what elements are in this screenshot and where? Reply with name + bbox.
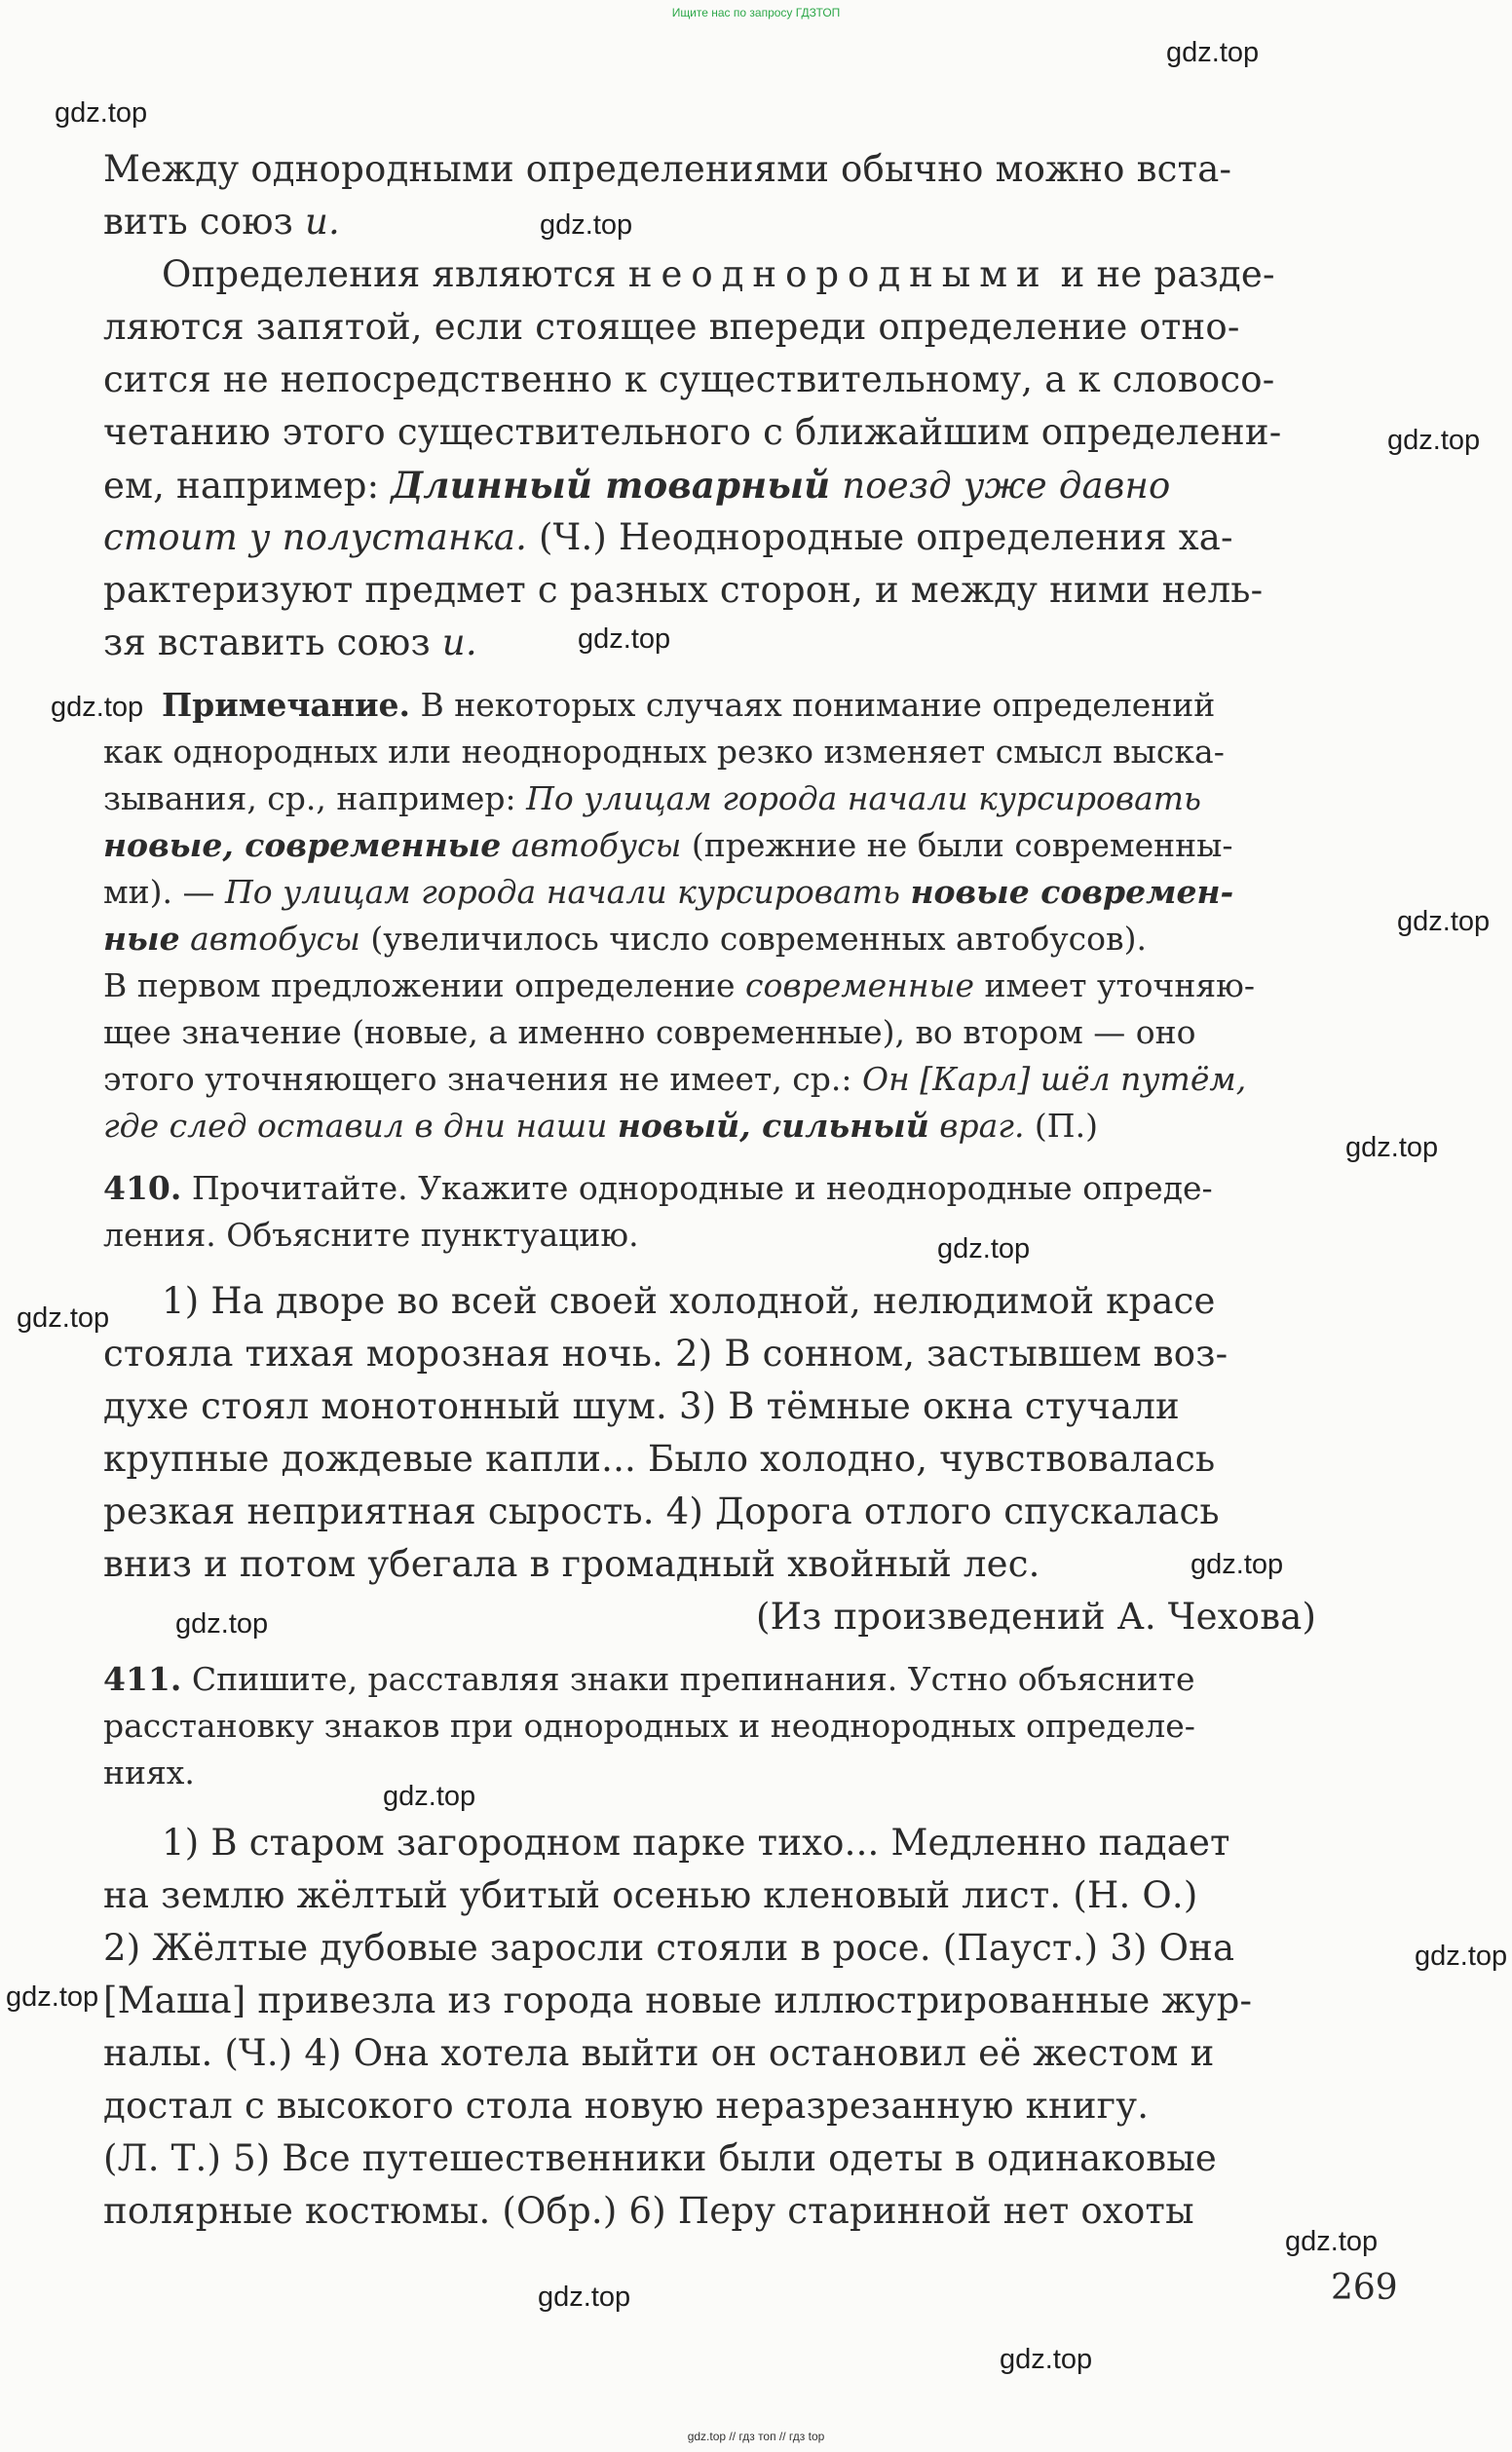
exercise-411-task: ниях.	[103, 1754, 195, 1792]
exercise-410-task: 410. Прочитайте. Укажите однородные и неоднородные опреде-	[103, 1169, 1213, 1207]
exercise-410-text: резкая неприятная сырость. 4) Дорога отлого спускалась	[103, 1490, 1220, 1532]
watermark: gdz.top	[55, 97, 148, 129]
note-line: ми). — По улицам города начали курсировать новые современ-	[103, 873, 1234, 911]
watermark: gdz.top	[51, 692, 144, 723]
text-line: ем, например: Длинный товарный поезд уже давно	[103, 464, 1171, 507]
exercise-number: 410.	[103, 1169, 182, 1207]
watermark: gdz.top	[383, 1781, 476, 1812]
watermark: gdz.top	[578, 623, 671, 655]
exercise-410-text: 1) На дворе во всей своей холодной, нелюдимой красе	[162, 1280, 1216, 1322]
watermark: gdz.top	[1285, 2226, 1379, 2257]
exercise-410-text: духе стоял монотонный шум. 3) В тёмные окна стучали	[103, 1385, 1180, 1427]
exercise-411-text: на землю жёлтый убитый осенью кленовый лист. (Н. О.)	[103, 1874, 1198, 1916]
watermark: gdz.top	[540, 209, 633, 241]
exercise-411-task: 411. Спишите, расставляя знаки препинания. Устно объясните	[103, 1660, 1195, 1698]
text-line: вить союз и.	[103, 201, 341, 243]
note-line: ные автобусы (увеличилось число современных автобусов).	[103, 920, 1147, 958]
exercise-410-text: вниз и потом убегала в громадный хвойный лес.	[103, 1543, 1040, 1585]
watermark: gdz.top	[1000, 2344, 1093, 2375]
text-line: Определения являются неоднородными и не разде-	[162, 253, 1275, 295]
watermark: gdz.top	[1415, 1941, 1508, 1972]
exercise-411-text: достал с высокого стола новую неразрезанную книгу.	[103, 2085, 1150, 2127]
note-line: где след оставил в дни наши новый, сильный враг. (П.)	[103, 1107, 1098, 1145]
note-line: зывания, ср., например: По улицам города начали курсировать	[103, 779, 1202, 817]
note-line: щее значение (новые, а именно современные), во втором — оно	[103, 1013, 1196, 1051]
watermark: gdz.top	[1345, 1132, 1439, 1163]
exercise-411-text: [Маша] привезла из города новые иллюстрированные жур-	[103, 1980, 1253, 2021]
exercise-411-text: налы. (Ч.) 4) Она хотела выйти он остановил её жестом и	[103, 2032, 1215, 2074]
watermark: gdz.top	[6, 1981, 99, 2013]
watermark: gdz.top	[17, 1302, 110, 1334]
watermark: gdz.top	[175, 1608, 269, 1640]
text-line: сится не непосредственно к существительному, а к словосо-	[103, 358, 1275, 400]
watermark: gdz.top	[1191, 1549, 1284, 1580]
exercise-410-text: стояла тихая морозная ночь. 2) В сонном, застывшем воз-	[103, 1333, 1228, 1375]
note-line: этого уточняющего значения не имеет, ср.: Он [Карл] шёл путём,	[103, 1060, 1247, 1098]
watermark: gdz.top	[1166, 37, 1260, 68]
note-line: как однородных или неоднородных резко изменяет смысл выска-	[103, 733, 1225, 771]
text-line: стоит у полустанка. (Ч.) Неоднородные определения ха-	[103, 516, 1233, 558]
watermark: gdz.top	[937, 1233, 1031, 1264]
exercise-411-text: 1) В старом загородном парке тихо... Медленно падает	[162, 1822, 1230, 1864]
text-line: четанию этого существительного с ближайшим определени-	[103, 411, 1282, 453]
exercise-411-text: 2) Жёлтые дубовые заросли стояли в росе. (Пауст.) 3) Она	[103, 1927, 1235, 1969]
exercise-410-source: (Из произведений А. Чехова)	[756, 1596, 1317, 1638]
watermark: gdz.top	[538, 2282, 631, 2313]
watermark: gdz.top	[1387, 425, 1481, 456]
text-line: рактеризуют предмет с разных сторон, и между ними нель-	[103, 569, 1264, 611]
exercise-410-task: ления. Объясните пунктуацию.	[103, 1216, 639, 1254]
exercise-411-task: расстановку знаков при однородных и неоднородных определе-	[103, 1707, 1195, 1745]
text-line: Между однородными определениями обычно можно вста-	[103, 148, 1232, 190]
text-line: зя вставить союз и.	[103, 622, 477, 663]
watermark: gdz.top	[1397, 906, 1491, 937]
note-line: В первом предложении определение современные имеет уточняю-	[103, 966, 1256, 1004]
note-line: новые, современные автобусы (прежние не были современны-	[103, 826, 1233, 864]
top-banner[interactable]: Ищите нас по запросу ГДЗТОП	[671, 6, 841, 19]
exercise-411-text: полярные костюмы. (Обр.) 6) Перу старинной нет охоты	[103, 2190, 1194, 2232]
text-line: ляются запятой, если стоящее впереди определение отно-	[103, 306, 1240, 348]
exercise-410-text: крупные дождевые капли... Было холодно, чувствовалась	[103, 1438, 1216, 1480]
note-heading: Примечание.	[162, 686, 411, 724]
note-line: Примечание. В некоторых случаях понимание определений	[162, 686, 1216, 724]
bottom-banner[interactable]: gdz.top // гдз топ // гдз top	[687, 2430, 825, 2443]
page-number: 269	[1331, 2268, 1398, 2308]
exercise-411-text: (Л. Т.) 5) Все путешественники были одеты в одинаковые	[103, 2137, 1218, 2179]
exercise-number: 411.	[103, 1660, 182, 1698]
